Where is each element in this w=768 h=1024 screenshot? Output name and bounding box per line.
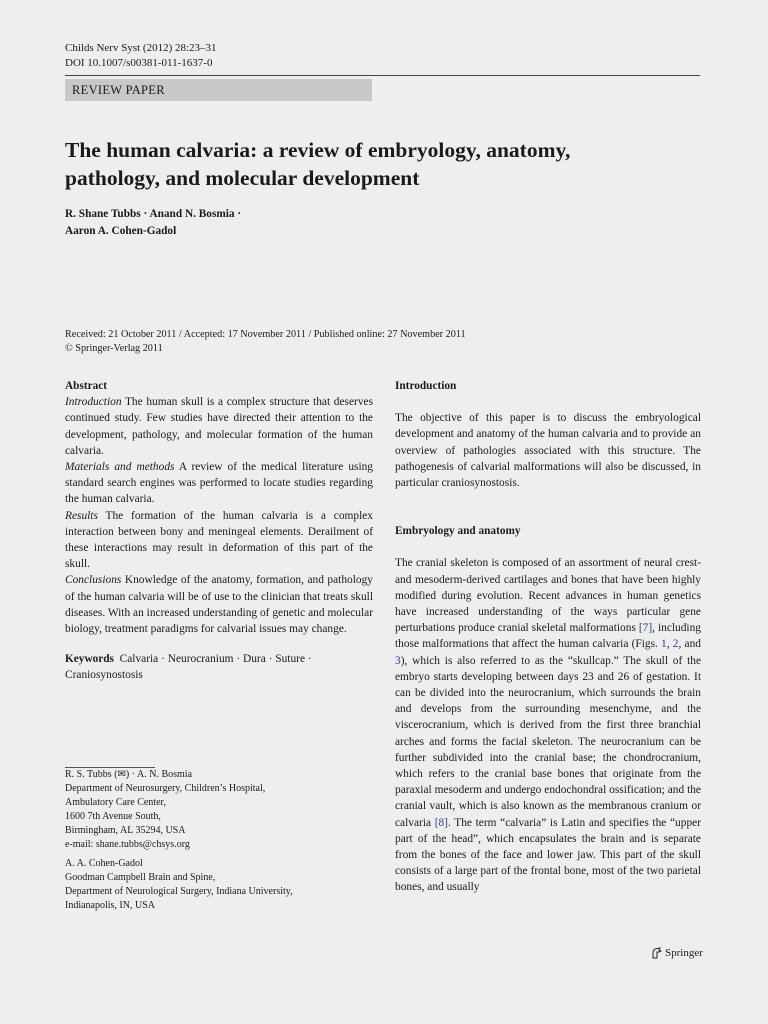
affiliation-1 xyxy=(65,768,375,852)
abstract-conclusions-label: Conclusions xyxy=(65,574,122,587)
reference-link-7[interactable]: [7] xyxy=(638,622,653,635)
abstract-methods-label: Materials and methods xyxy=(65,461,175,474)
abstract-intro-label: Introduction xyxy=(65,396,122,409)
body-text: The cranial skeleton is composed of an assortment of neural crest- and mesoderm-derived cartilages and bones that have been highly modified during evolution. Recent advances in human genetics have increased understanding of the ways particular gene perturbations produce cranial skeletal malformations xyxy=(395,557,701,635)
affiliation-line: Goodman Campbell Brain and Spine, xyxy=(65,872,216,883)
affiliation-line: Department of Neurosurgery, Children’s Hospital, xyxy=(65,783,266,794)
body-text: , including those malformations that affect the human calvaria (Figs. xyxy=(395,622,701,651)
article-type-badge: REVIEW PAPER xyxy=(65,79,372,101)
abstract-methods-text: A review of the medical literature using standard search engines was performed to locate studies regarding the human calvaria. xyxy=(65,461,374,506)
author-list xyxy=(65,206,241,240)
publisher-name: Springer xyxy=(665,947,703,959)
affiliation-line: Indianapolis, IN, USA xyxy=(65,900,155,911)
keywords-label: Keywords xyxy=(65,653,114,666)
body-text: , xyxy=(666,638,673,651)
affiliation-line: 1600 7th Avenue South, xyxy=(65,811,161,822)
affiliation-line: Ambulatory Care Center, xyxy=(65,797,166,808)
body-text: . The term “calvaria” is Latin and specifies the “upper part of the head”, which encapsulates the brain and is separate from the bones of the face and lower jaw. This part of the skull consists of a large part of the frontal bone, most of the two parietal bones, and usually xyxy=(395,816,701,894)
affiliation-2 xyxy=(65,857,375,913)
abstract-heading: Abstract xyxy=(65,380,108,392)
affiliation-line: R. S. Tubbs (✉) · A. N. Bosmia xyxy=(65,769,193,780)
reference-link-8[interactable]: [8] xyxy=(434,816,448,829)
authors-line-1: R. Shane Tubbs · Anand N. Bosmia · xyxy=(65,208,242,220)
abstract-results-label: Results xyxy=(65,509,98,522)
affiliation-line: A. A. Cohen-Gadol xyxy=(65,858,143,869)
springer-horse-icon xyxy=(651,947,662,959)
body-text: , and xyxy=(678,638,701,651)
abstract-conclusions-text: Knowledge of the anatomy, formation, and pathology of the human calvaria will be of use to the clinician that treats skull diseases. With an increased understanding of genetic and molecular biology, treatment paradigms for calvarial issues may change. xyxy=(65,574,373,636)
right-column xyxy=(395,378,701,896)
doi: DOI 10.1007/s00381-011-1637-0 xyxy=(65,57,213,69)
abstract-results-text: The formation of the human calvaria is a complex interaction between bony and meningeal elements. Derailment of these interactions may result in deformation of this part of the skull. xyxy=(65,509,373,571)
copyright: © Springer-Verlag 2011 xyxy=(65,343,163,354)
abstract xyxy=(65,378,373,684)
publication-dates: Received: 21 October 2011 / Accepted: 17 November 2011 / Published online: 27 November 2011 xyxy=(65,329,466,340)
authors-line-2: Aaron A. Cohen-Gadol xyxy=(65,225,177,237)
keywords-text: Calvaria · Neurocranium · Dura · Suture · Craniosynostosis xyxy=(65,653,312,682)
introduction-text: The objective of this paper is to discuss the embryological development and anatomy of the human calvaria and to provide an overview of pathologies associated with this structure. The pathogenesis of calvarial malformations will also be discussed, in particular craniosynostosis. xyxy=(395,412,701,490)
header-rule xyxy=(65,75,700,76)
introduction-heading: Introduction xyxy=(395,380,457,392)
figure-link-1[interactable]: 1 xyxy=(661,638,667,651)
title-line-2: pathology, and molecular development xyxy=(65,166,420,190)
body-text: ), which is also referred to as the “skullcap.” The skull of the embryo starts developing between days 23 and 26 of gestation. It can be divided into the neurocranium, which surrounds the brain and develops from the surrounding mesenchyme, and the viscerocranium, which is derived from the first three branchial arches and forms the facial skeleton. The neurocranium can be further subdivided into the cranial base; the chondrocranium, which refers to the cranial base bones that originate from the paraxial mesoderm and undergo endochondral ossification; and the cranial vault, which is also known as the membranous cranium or calvaria xyxy=(395,654,701,829)
figure-link-2[interactable]: 2 xyxy=(672,638,679,651)
embryology-heading: Embryology and anatomy xyxy=(395,525,521,538)
affiliation-line: Department of Neurological Surgery, Indiana University, xyxy=(65,886,293,897)
affiliation-email[interactable]: e-mail: shane.tubbs@chsys.org xyxy=(65,839,190,850)
publisher-logo xyxy=(651,947,703,959)
figure-link-3[interactable]: 3 xyxy=(395,654,401,667)
embryology-paragraph xyxy=(395,555,701,895)
abstract-intro-text: The human skull is a complex structure that deserves continued study. Few studies have directed their attention to the development, pathology, and molecular formation of the human calvaria. xyxy=(65,396,373,457)
title-line-1: The human calvaria: a review of embryology, anatomy, xyxy=(65,138,571,162)
paper-title xyxy=(65,136,715,192)
journal-citation: Childs Nerv Syst (2012) 28:23–31 xyxy=(65,42,217,54)
affiliation-line: Birmingham, AL 35294, USA xyxy=(65,825,186,836)
